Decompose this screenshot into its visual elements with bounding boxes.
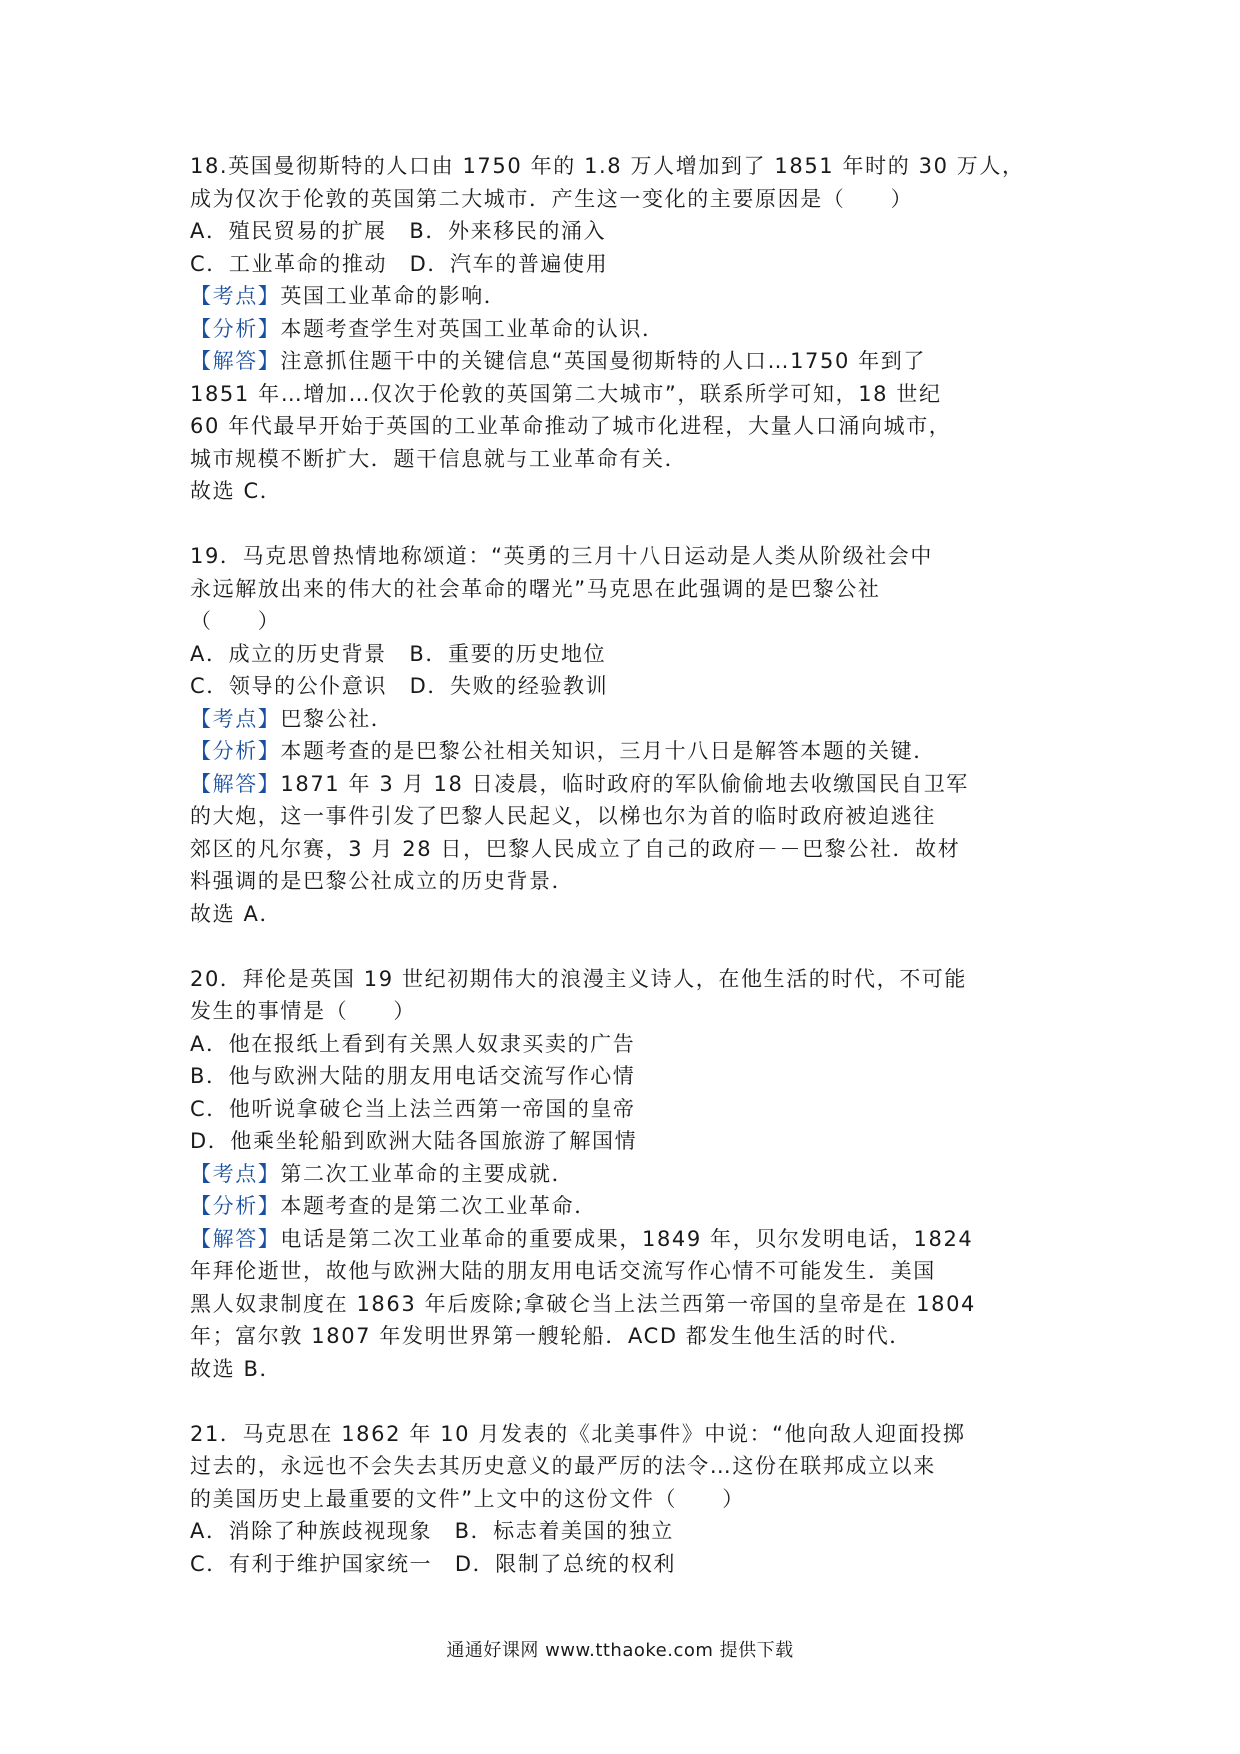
question-gap <box>190 1385 1060 1418</box>
question-block <box>190 150 1060 508</box>
answer-option-line: C．他听说拿破仑当上法兰西第一帝国的皇帝 <box>190 1096 636 1121</box>
fenxi-line-tag: 【分析】 <box>190 1194 281 1218</box>
question-stem-line: （ ） <box>190 609 281 633</box>
jieda-text-line: 60 年代最早开始于英国的工业革命推动了城市化进程，大量人口涌向城市， <box>190 414 952 438</box>
jieda-line-text: 1871 年 3 月 18 日凌晨，临时政府的军队偷偷地去收缴国民自卫军 <box>280 771 969 796</box>
jieda-text-line: 年拜伦逝世，故他与欧洲大陆的朋友用电话交流写作心情不可能发生．美国 <box>190 1259 936 1283</box>
question-stem-line: 的美国历史上最重要的文件”上文中的这份文件（ ） <box>190 1486 745 1511</box>
question-content <box>190 150 1060 1580</box>
answer-option-line: D．他乘坐轮船到欧洲大陆各国旅游了解国情 <box>190 1129 638 1153</box>
jieda-line-tag: 【解答】 <box>190 771 281 796</box>
kaodian-line-tag: 【考点】 <box>190 1161 281 1186</box>
question-stem-line: 19．马克思曾热情地称颂道：“英勇的三月十八日运动是人类从阶级社会中 <box>190 544 933 568</box>
question-stem-line: 20．拜伦是英国 19 世纪初期伟大的浪漫主义诗人，在他生活的时代，不可能 <box>190 966 967 991</box>
kaodian-line-tag: 【考点】 <box>190 706 281 731</box>
answer-option-line: C．工业革命的推动 D．汽车的普遍使用 <box>190 251 609 276</box>
fenxi-line-tag: 【分析】 <box>190 316 281 341</box>
jieda-line-tag: 【解答】 <box>190 1226 281 1251</box>
final-answer-line: 故选 B． <box>190 1356 283 1381</box>
jieda-text-line: 料强调的是巴黎公社成立的历史背景． <box>190 869 575 893</box>
jieda-text-line: 的大炮，这一事件引发了巴黎人民起义，以梯也尔为首的临时政府被迫逃往 <box>190 804 936 828</box>
fenxi-line <box>190 313 1060 346</box>
fenxi-line <box>190 735 1060 768</box>
kaodian-line-text: 英国工业革命的影响． <box>280 284 507 308</box>
question-stem-line: 发生的事情是（ ） <box>190 999 416 1023</box>
fenxi-line-text: 本题考查学生对英国工业革命的认识． <box>280 316 665 341</box>
question-gap <box>190 930 1060 963</box>
jieda-line <box>190 768 1060 801</box>
kaodian-line-tag: 【考点】 <box>190 284 281 308</box>
answer-option-line: A．成立的历史背景 B．重要的历史地位 <box>190 641 607 666</box>
question-block <box>190 1418 1060 1581</box>
question-stem-line: 18.英国曼彻斯特的人口由 1750 年的 1.8 万人增加到了 1851 年时的 30 万人， <box>190 154 1025 178</box>
answer-option-line: A．他在报纸上看到有关黑人奴隶买卖的广告 <box>190 1031 636 1056</box>
jieda-text-line: 城市规模不断扩大．题干信息就与工业革命有关． <box>190 446 688 471</box>
answer-option-line: C．领导的公仆意识 D．失败的经验教训 <box>190 674 609 698</box>
jieda-line-text: 注意抓住题干中的关键信息“英国曼彻斯特的人口…1750 年到了 <box>280 349 927 373</box>
question-stem-line: 21．马克思在 1862 年 10 月发表的《北美事件》中说：“他向敌人迎面投掷 <box>190 1421 966 1446</box>
jieda-text-line: 年；富尔敦 1807 年发明世界第一艘轮船．ACD 都发生他生活的时代． <box>190 1324 912 1348</box>
question-stem-line: 过去的，永远也不会失去其历史意义的最严厉的法令…这份在联邦成立以来 <box>190 1454 936 1478</box>
answer-option-line: A．殖民贸易的扩展 B．外来移民的涌入 <box>190 219 607 243</box>
question-gap <box>190 508 1060 541</box>
question-stem-line: 永远解放出来的伟大的社会革命的曙光”马克思在此强调的是巴黎公社 <box>190 576 881 601</box>
kaodian-line-text: 巴黎公社． <box>280 706 394 731</box>
jieda-line <box>190 1223 1060 1256</box>
kaodian-line <box>190 1158 1060 1191</box>
fenxi-line <box>190 1190 1060 1223</box>
jieda-text-line: 1851 年…增加…仅次于伦敦的英国第二大城市”，联系所学可知，18 世纪 <box>190 381 942 406</box>
answer-option-line: C．有利于维护国家统一 D．限制了总统的权利 <box>190 1551 677 1576</box>
jieda-text-line: 郊区的凡尔赛，3 月 28 日，巴黎人民成立了自己的政府－－巴黎公社．故材 <box>190 836 961 861</box>
kaodian-line <box>190 703 1060 736</box>
footer-watermark: 通通好课网 www.tthaoke.com 提供下载 <box>446 1640 794 1661</box>
jieda-line <box>190 345 1060 378</box>
question-block <box>190 963 1060 1386</box>
fenxi-line-text: 本题考查的是巴黎公社相关知识，三月十八日是解答本题的关键． <box>280 739 936 763</box>
answer-option-line: A．消除了种族歧视现象 B．标志着美国的独立 <box>190 1519 674 1543</box>
fenxi-line-text: 本题考查的是第二次工业革命． <box>280 1194 597 1218</box>
final-answer-line: 故选 A． <box>190 901 283 926</box>
question-stem-line: 成为仅次于伦敦的英国第二大城市．产生这一变化的主要原因是（ ） <box>190 186 914 211</box>
answer-option-line: B．他与欧洲大陆的朋友用电话交流写作心情 <box>190 1064 636 1088</box>
jieda-line-text: 电话是第二次工业革命的重要成果，1849 年，贝尔发明电话，1824 <box>280 1226 974 1251</box>
jieda-text-line: 黑人奴隶制度在 1863 年后废除;拿破仑当上法兰西第一帝国的皇帝是在 1804 <box>190 1291 976 1316</box>
jieda-line-tag: 【解答】 <box>190 349 281 373</box>
final-answer-line: 故选 C． <box>190 479 283 503</box>
fenxi-line-tag: 【分析】 <box>190 739 281 763</box>
kaodian-line-text: 第二次工业革命的主要成就． <box>280 1161 575 1186</box>
kaodian-line <box>190 280 1060 313</box>
question-block <box>190 540 1060 930</box>
